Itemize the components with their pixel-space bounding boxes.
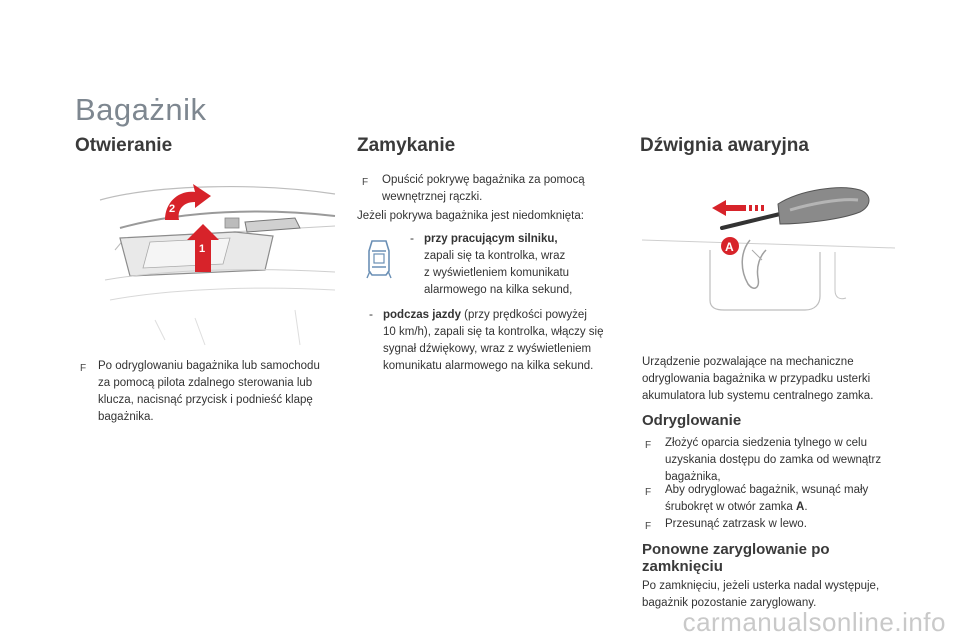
figure-label-1: 1 (199, 243, 206, 255)
text-line: śrubokręt w otwór zamka (665, 501, 797, 513)
ajar-intro: Jeżeli pokrywa bagażnika jest niedomknięta: (357, 210, 584, 222)
bullet-icon: F (645, 440, 652, 451)
section-heading-emergency-lever: Dźwignia awaryjna (640, 135, 809, 156)
lock-hole-label: A (796, 501, 805, 513)
bullet-icon: F (80, 363, 87, 374)
text-line: akumulatora lub systemu centralnego zamka. (642, 390, 874, 402)
opening-instructions (98, 358, 348, 426)
text-line: komunikatu alarmowego na kilka sekund. (383, 360, 594, 372)
text-line: Urządzenie pozwalające na mechaniczne (642, 356, 854, 368)
text-line: Po zamknięciu, jeżeli usterka nadal występuje, (642, 580, 880, 592)
text-line: (przy prędkości powyżej (460, 309, 587, 321)
boot-open-warning-icon (364, 237, 394, 279)
text-line: zamknięciu (642, 558, 723, 575)
bullet-icon: F (645, 521, 652, 532)
emergency-lever-intro (642, 354, 902, 405)
text-line: bagażnika, (665, 471, 721, 483)
driving-label: podczas jazdy (383, 309, 461, 321)
subheading-unlocking: Odryglowanie (642, 412, 742, 429)
text-line: z wyświetleniem komunikatu (424, 267, 570, 279)
text-line: zapali się ta kontrolka, wraz (424, 250, 566, 262)
section-heading-opening: Otwieranie (75, 135, 173, 156)
text-line: wewnętrznej rączki. (382, 191, 483, 203)
watermark: carmanualsonline.info (682, 607, 946, 637)
text-line: Ponowne zaryglowanie po (642, 541, 830, 558)
text-line: Aby odryglować bagażnik, wsunąć mały (665, 484, 869, 496)
text-line: odryglowania bagażnika w przypadku usterki (642, 373, 871, 385)
bullet-icon: F (645, 487, 652, 498)
text-line: alarmowego na kilka sekund, (424, 284, 573, 296)
text-line: Złożyć oparcia siedzenia tylnego w celu (665, 437, 867, 449)
unlock-step-2 (665, 482, 905, 516)
text-line: bagażnik pozostanie zaryglowany. (642, 597, 817, 609)
emergency-lever-illustration (640, 180, 895, 320)
figure-label-a: A (725, 240, 734, 254)
page-title: Bagażnik (75, 92, 207, 127)
bullet-icon: F (362, 177, 369, 188)
text-line: 10 km/h), zapali się ta kontrolka, włączy się (383, 326, 604, 338)
text-line: Po odryglowaniu bagażnika lub samochodu (98, 360, 320, 372)
text-line: bagażnika. (98, 411, 154, 423)
driving-item (383, 307, 633, 375)
dash-marker: - (369, 307, 373, 321)
engine-running-item (424, 231, 624, 299)
text-line: . (804, 501, 808, 513)
text-line: klucza, nacisnąć przycisk i podnieść klapę (98, 394, 313, 406)
subheading-relocking (642, 541, 902, 575)
closing-instructions (382, 172, 622, 206)
dash-marker: - (410, 231, 414, 245)
unlock-step-3: Przesunąć zatrzask w lewo. (665, 518, 807, 530)
section-heading-closing: Zamykanie (357, 135, 456, 156)
text-line: za pomocą pilota zdalnego sterowania lub (98, 377, 313, 389)
text-line: Opuścić pokrywę bagażnika za pomocą (382, 174, 585, 186)
text-line: uzyskania dostępu do zamka od wewnątrz (665, 454, 882, 466)
engine-running-label: przy pracującym silniku, (424, 233, 558, 245)
unlock-step-1 (665, 435, 905, 486)
text-line: sygnał dźwiękowy, wraz z wyświetleniem (383, 343, 592, 355)
trunk-opening-illustration (95, 180, 340, 350)
figure-label-2: 2 (169, 203, 176, 215)
